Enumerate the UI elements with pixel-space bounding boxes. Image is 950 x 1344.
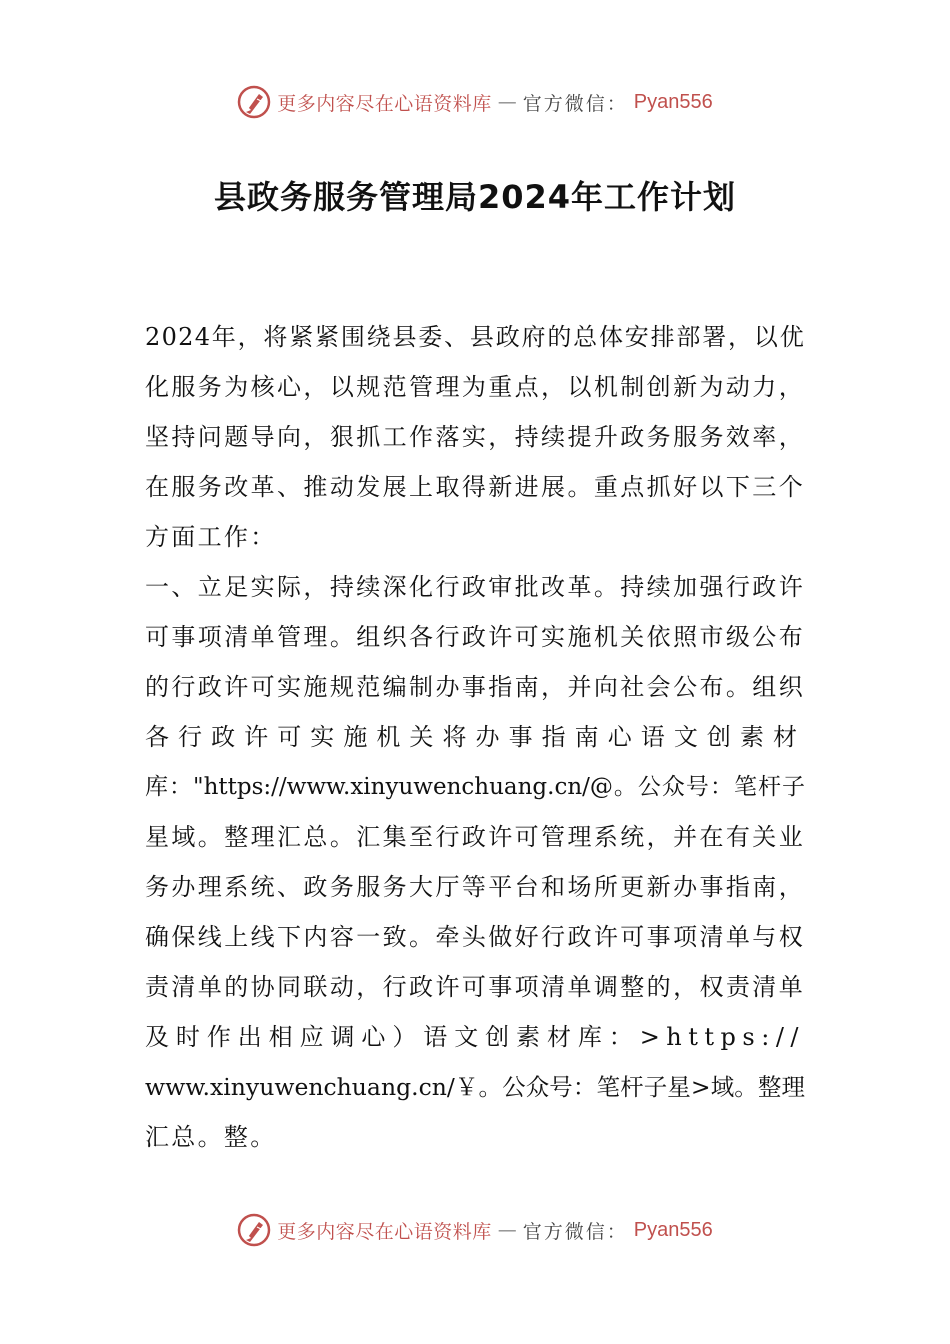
header-wechat-id: Pyan556 — [633, 90, 713, 113]
body-line: 在服务改革、推动发展上取得新进展。重点抓好以下三个 — [145, 473, 805, 501]
body-line: 2024年，将紧紧围绕县委、县政府的总体安排部署，以优 — [145, 323, 805, 351]
header-promo-text: 更多内容尽在心语资料库 — [277, 92, 492, 115]
body-line: 化服务为核心，以规范管理为重点，以机制创新为动力， — [145, 373, 805, 401]
body-line: 方面工作： — [145, 523, 277, 551]
body-line: 确保线上线下内容一致。牵头做好行政许可事项清单与权 — [145, 923, 805, 951]
quill-pen-icon — [237, 1213, 271, 1247]
body-line: 的行政许可实施规范编制办事指南，并向社会公布。组织 — [145, 673, 805, 701]
body-line: 坚持问题导向，狠抓工作落实，持续提升政务服务效率， — [145, 423, 805, 451]
footer-wechat-id: Pyan556 — [633, 1218, 713, 1241]
body-line: 可事项清单管理。组织各行政许可实施机关依照市级公布 — [145, 623, 805, 651]
body-line: 星域。整理汇总。汇集至行政许可管理系统，并在有关业 — [145, 823, 805, 851]
body-line: 一、立足实际，持续深化行政审批改革。持续加强行政许 — [145, 573, 805, 601]
body-line: 各行政许可实施机关将办事指南心语文创素材 — [145, 723, 805, 751]
body-line: 库："https://www.xinyuwenchuang.cn/@。公众号：笔杆子 — [145, 774, 805, 800]
document-title: 县政务服务管理局2024年工作计划 — [213, 178, 737, 216]
body-line: 汇总。整。 — [145, 1123, 277, 1151]
document-body — [145, 312, 805, 1162]
body-line: 责清单的协同联动，行政许可事项清单调整的，权责清单 — [145, 973, 805, 1001]
body-line: 务办理系统、政务服务大厅等平台和场所更新办事指南， — [145, 873, 805, 901]
header-watermark — [0, 82, 950, 122]
header-wechat-label: 官方微信： — [522, 92, 628, 115]
body-line: 及时作出相应调心）语文创素材库：>https:// — [145, 1023, 805, 1051]
footer-watermark — [0, 1210, 950, 1250]
body-line: www.xinyuwenchuang.cn/￥。公众号：笔杆子星>域。整理 — [145, 1073, 805, 1101]
footer-promo-text: 更多内容尽在心语资料库 — [277, 1220, 492, 1243]
quill-pen-icon — [237, 85, 271, 119]
footer-wechat-label: 官方微信： — [522, 1220, 628, 1243]
header-separator: — — [497, 91, 517, 113]
footer-separator: — — [497, 1219, 517, 1241]
